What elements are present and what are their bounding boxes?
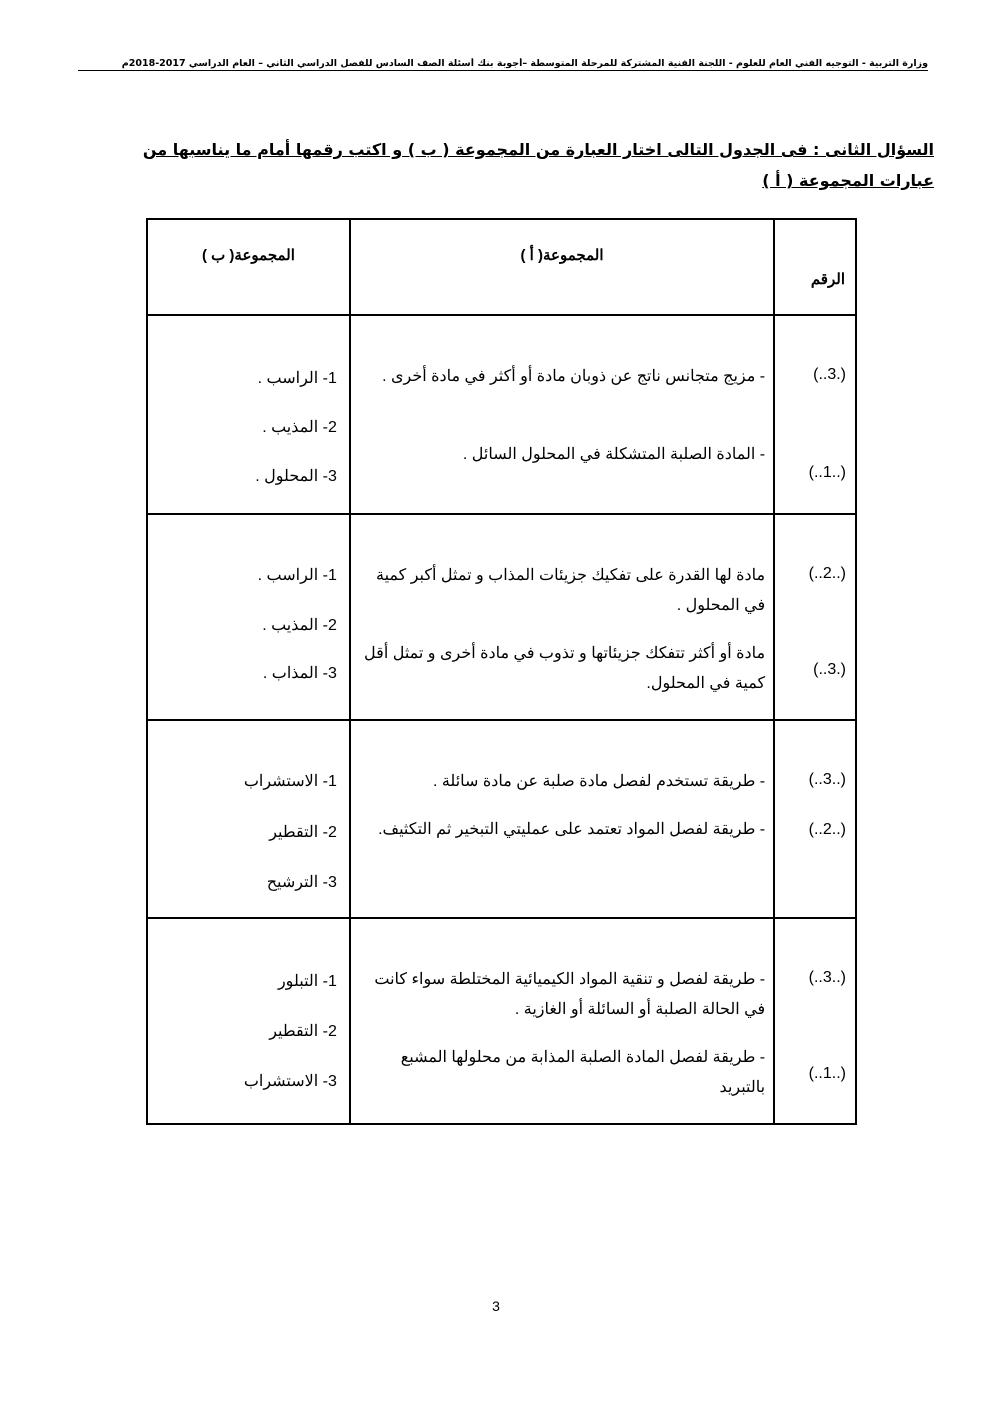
num-cell xyxy=(774,918,856,1124)
statement: - طريقة لفصل و تنقية المواد الكيميائية المختلطة سواء كانت في الحالة الصلبة أو السائلة أو الغازية . xyxy=(374,971,766,1018)
statement: مادة أو أكثر تتفكك جزيئاتها و تذوب في مادة أخرى و تمثل أقل كمية في المحلول. xyxy=(364,645,766,692)
answer-number: (..1..) xyxy=(808,464,846,481)
answer-number: (..3.) xyxy=(813,661,846,678)
question-title xyxy=(108,134,934,196)
header-group-a: المجموعة( أ ) xyxy=(350,219,774,315)
header-group-b: المجموعة( ب ) xyxy=(147,219,350,315)
group-a-cell xyxy=(350,315,774,514)
table-row xyxy=(147,315,856,514)
option: 3- الترشيح xyxy=(266,874,337,891)
answer-number: (..2..) xyxy=(808,821,846,838)
table-row xyxy=(147,720,856,918)
statement: - طريقة لفصل المواد تعتمد على عمليتي التبخير ثم التكثيف. xyxy=(378,821,766,838)
group-b-cell xyxy=(147,514,350,720)
page-header: وزارة التربية - التوجيه الفني العام للعلوم - اللجنة الفنية المشتركة للمرحلة المتوسطة –أجوبة بنك أسئلة الصف السادس للفصل الدراسي الثاني – العام الدراسي 2017-2018م xyxy=(78,58,928,71)
statement: - مزيج متجانس ناتج عن ذوبان مادة أو أكثر في مادة أخرى . xyxy=(382,368,766,385)
option: 1- الراسب . xyxy=(257,567,337,584)
option: 2- المذيب . xyxy=(262,617,337,634)
option: 3- المذاب . xyxy=(262,665,337,682)
matching-table xyxy=(146,218,857,1125)
num-cell xyxy=(774,315,856,514)
option: 1- الراسب . xyxy=(257,370,337,387)
table-row xyxy=(147,918,856,1124)
answer-number: (..2..) xyxy=(808,565,846,582)
page-number: 3 xyxy=(492,1298,500,1314)
statement: - طريقة تستخدم لفصل مادة صلبة عن مادة سائلة . xyxy=(432,773,766,790)
table-row xyxy=(147,514,856,720)
table-header-row xyxy=(147,219,856,315)
option: 3- المحلول . xyxy=(255,468,337,485)
group-b-cell xyxy=(147,720,350,918)
num-cell xyxy=(774,720,856,918)
group-a-cell xyxy=(350,514,774,720)
answer-number: (..3.) xyxy=(813,366,846,383)
num-cell xyxy=(774,514,856,720)
header-num: الرقم xyxy=(774,219,856,315)
answer-number: (..1..) xyxy=(808,1065,846,1082)
answer-number: (..3..) xyxy=(808,969,846,986)
group-b-cell xyxy=(147,315,350,514)
statement: - المادة الصلبة المتشكلة في المحلول السائل . xyxy=(462,446,766,463)
option: 3- الاستشراب xyxy=(243,1073,337,1090)
group-a-cell xyxy=(350,918,774,1124)
option: 1- الاستشراب xyxy=(243,773,337,790)
statement: - طريقة لفصل المادة الصلبة المذابة من محلولها المشبع بالتبريد xyxy=(400,1049,766,1096)
option: 2- التقطير xyxy=(269,824,337,841)
group-b-cell xyxy=(147,918,350,1124)
question-text: السؤال الثانى : فى الجدول التالى اختار العبارة من المجموعة ( ب ) و اكتب رقمها أمام ما يناسبها من عبارات المجموعة ( أ ) xyxy=(142,140,934,190)
statement: مادة لها القدرة على تفكيك جزيئات المذاب و تمثل أكبر كمية في المحلول . xyxy=(375,567,766,614)
option: 2- المذيب . xyxy=(262,419,337,436)
answer-number: (..3..) xyxy=(808,771,846,788)
option: 1- التبلور xyxy=(277,973,337,990)
option: 2- التقطير xyxy=(269,1023,337,1040)
group-a-cell xyxy=(350,720,774,918)
